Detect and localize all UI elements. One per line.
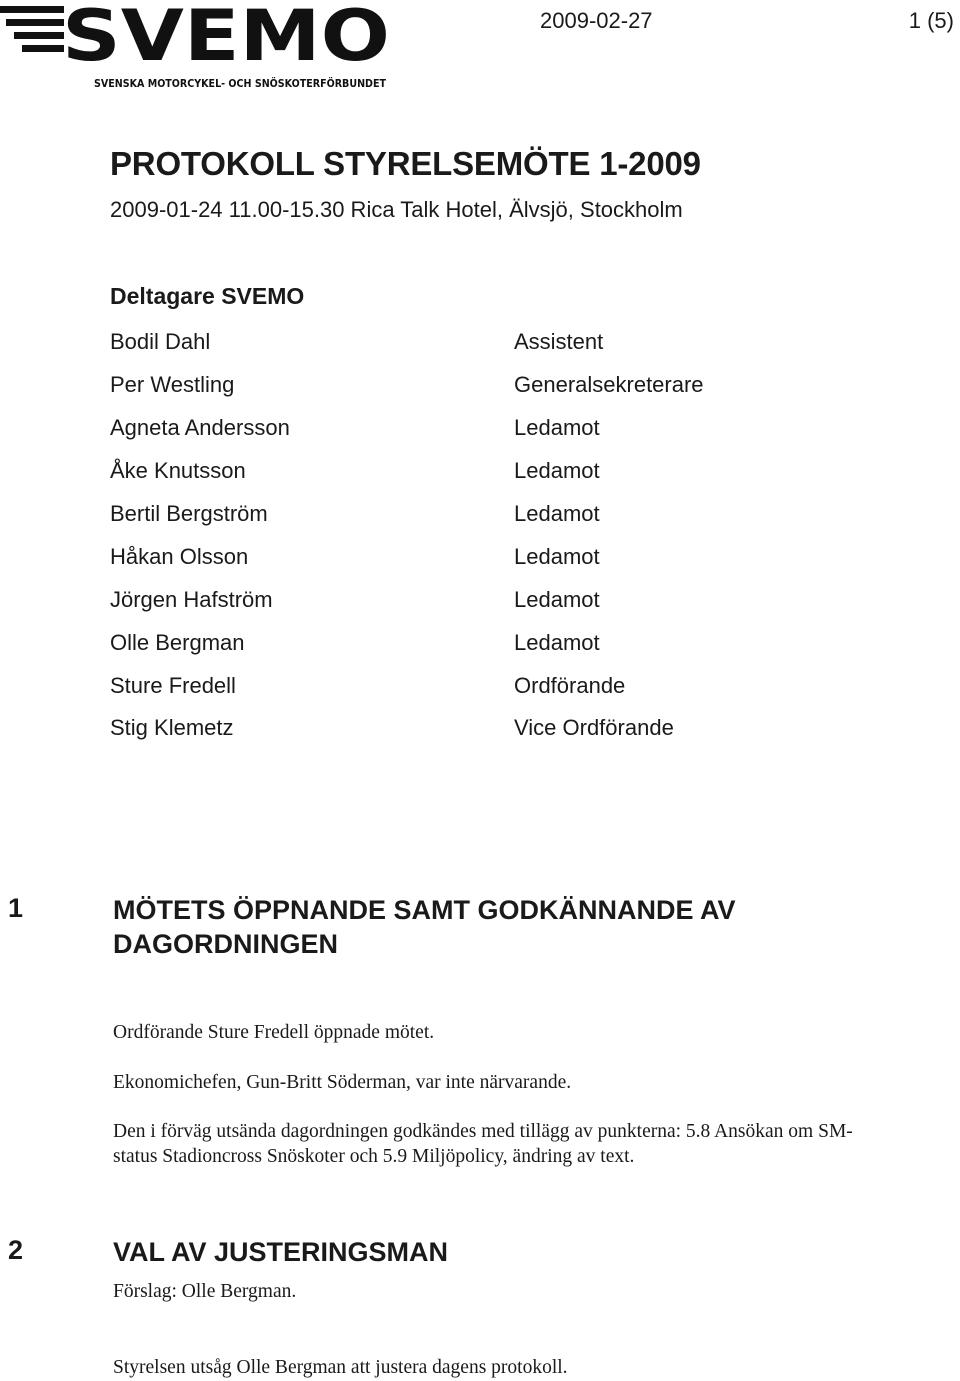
participant-row <box>110 321 810 364</box>
participant-name: Sture Fredell <box>110 672 236 698</box>
participant-role: Vice Ordförande <box>514 715 674 741</box>
participant-role: Generalsekreterare <box>514 372 704 398</box>
page-number: 1 (5) <box>908 8 954 33</box>
participant-role: Ledamot <box>514 543 600 569</box>
participant-row <box>110 578 810 621</box>
paragraph: Ordförande Sture Fredell öppnade mötet. <box>113 1022 435 1043</box>
participant-name: Åke Knutsson <box>110 458 246 484</box>
participant-role: Ledamot <box>514 415 600 441</box>
participant-name: Håkan Olsson <box>110 543 249 569</box>
participant-role: Ledamot <box>514 586 600 612</box>
participant-row <box>110 450 810 493</box>
participant-name: Agneta Andersson <box>110 415 290 441</box>
section-heading: VAL AV JUSTERINGSMAN <box>113 1237 449 1267</box>
participant-row <box>110 535 810 578</box>
participant-row <box>110 621 810 664</box>
participant-row <box>110 664 810 707</box>
section-heading <box>113 893 736 961</box>
paragraph: Ekonomichefen, Gun-Britt Söderman, var inte närvarande. <box>113 1072 572 1093</box>
paragraph: Styrelsen utsåg Olle Bergman att justera dagens protokoll. <box>113 1357 568 1378</box>
logo-tagline: SVENSKA MOTORCYKEL- OCH SNÖSKOTERFÖRBUNDET <box>94 77 431 90</box>
section-heading-line: DAGORDNINGEN <box>113 929 339 959</box>
participant-name: Olle Bergman <box>110 629 245 655</box>
participants-heading: Deltagare SVEMO <box>110 283 305 309</box>
svemo-logo <box>0 0 431 92</box>
paragraph: Den i förväg utsända dagordningen godkändes med tillägg av punkterna: 5.8 Ansökan om SM- <box>113 1121 853 1142</box>
section-number: 1 <box>8 893 24 923</box>
participant-role: Ledamot <box>514 458 600 484</box>
document-subtitle: 2009-01-24 11.00-15.30 Rica Talk Hotel, Älvsjö, Stockholm <box>110 197 683 222</box>
participant-role: Ledamot <box>514 629 600 655</box>
document-title: PROTOKOLL STYRELSEMÖTE 1-2009 <box>110 145 701 182</box>
participant-name: Stig Klemetz <box>110 715 234 741</box>
section-number: 2 <box>8 1235 24 1265</box>
participant-role: Assistent <box>514 329 604 355</box>
participant-name: Per Westling <box>110 372 235 398</box>
paragraph: Förslag: Olle Bergman. <box>113 1281 297 1302</box>
paragraph: status Stadioncross Snöskoter och 5.9 Miljöpolicy, ändring av text. <box>113 1146 635 1167</box>
participant-row <box>110 364 810 407</box>
participant-row <box>110 493 810 536</box>
participant-name: Jörgen Hafström <box>110 586 273 612</box>
participants-list <box>110 280 810 750</box>
logo-wordmark: SVEMO <box>62 0 390 77</box>
participant-name: Bertil Bergström <box>110 501 268 526</box>
participant-row <box>110 707 810 750</box>
participant-role: Ledamot <box>514 501 600 526</box>
section-heading-line: MÖTETS ÖPPNANDE SAMT GODKÄNNANDE AV <box>113 895 736 925</box>
participant-role: Ordförande <box>514 672 626 698</box>
participant-name: Bodil Dahl <box>110 329 211 355</box>
header-date: 2009-02-27 <box>540 8 653 33</box>
participant-row <box>110 407 810 450</box>
